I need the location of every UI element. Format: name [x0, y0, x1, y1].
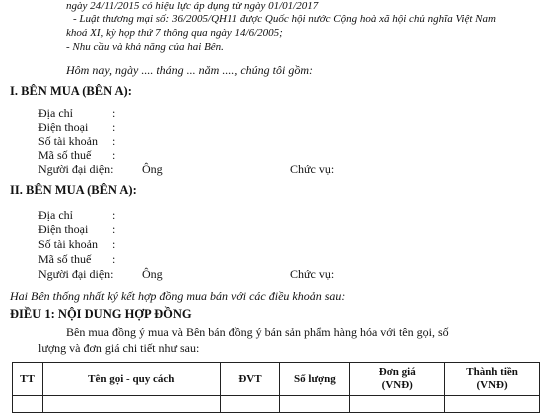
col-header-total — [445, 363, 540, 396]
party-b-phone-label: Điện thoại — [38, 222, 89, 236]
col-header-qty: Số lượng — [280, 363, 350, 396]
table-cell — [350, 396, 445, 413]
table-row — [13, 396, 540, 413]
party-b-tax-label: Mã số thuế — [38, 252, 92, 266]
table-cell — [220, 396, 280, 413]
legal-basis-line-1: ngày 24/11/2015 có hiệu lực áp dụng từ ngày 01/01/2017 — [66, 0, 319, 12]
party-b-rep-label: Người đại diện: — [38, 267, 114, 281]
date-line: Hôm nay, ngày .... tháng ... năm ...., chúng tôi gồm: — [66, 63, 313, 77]
table-cell — [42, 396, 220, 413]
col-header-unit: ĐVT — [220, 363, 280, 396]
col-header-total-line-1: Thành tiền — [466, 366, 518, 379]
table-cell — [280, 396, 350, 413]
party-b-account-colon: : — [112, 237, 116, 251]
party-a-address-label: Địa chỉ — [38, 106, 73, 120]
legal-basis-line-4: - Nhu cầu và khả năng của hai Bên. — [66, 41, 224, 53]
party-a-tax-label: Mã số thuế — [38, 148, 92, 162]
party-b-rep-value: Ông — [142, 267, 163, 281]
legal-basis-line-3: khoá XI, kỳ họp thứ 7 thông qua ngày 14/6/2005; — [66, 27, 283, 39]
party-b-tax-colon: : — [112, 252, 116, 266]
party-a-account-colon: : — [112, 134, 116, 148]
article-1-text-line-2: lượng và đơn giá chi tiết như sau: — [38, 341, 200, 355]
table-cell — [13, 396, 43, 413]
col-header-price-line-2: (VNĐ) — [381, 379, 413, 391]
col-header-price-line-1: Đơn giá — [378, 366, 416, 379]
party-a-phone-label: Điện thoại — [38, 120, 89, 134]
agreement-line: Hai Bên thống nhất ký kết hợp đồng mua bán với các điều khoản sau: — [10, 289, 346, 303]
party-a-phone-colon: : — [112, 120, 116, 134]
party-a-rep-label: Người đại diện: — [38, 162, 114, 176]
article-1-heading: ĐIỀU 1: NỘI DUNG HỢP ĐỒNG — [10, 307, 192, 321]
party-b-account-label: Số tài khoản — [38, 237, 98, 251]
party-b-address-colon: : — [112, 208, 116, 222]
legal-basis-line-2: - Luật thương mại số: 36/2005/QH11 được Quốc hội nước Cộng hoà xã hội chủ nghĩa Việt Nam — [73, 13, 496, 25]
table-header-row — [13, 363, 540, 396]
party-a-address-colon: : — [112, 106, 116, 120]
article-1-text-line-1: Bên mua đồng ý mua và Bên bán đồng ý bán sản phẩm hàng hóa với tên gọi, số — [66, 325, 449, 339]
party-b-position-label: Chức vụ: — [290, 267, 335, 281]
party-b-address-label: Địa chỉ — [38, 208, 73, 222]
party-a-account-label: Số tài khoản — [38, 134, 98, 148]
col-header-name: Tên gọi - quy cách — [42, 363, 220, 396]
col-header-total-line-2: (VNĐ) — [476, 379, 508, 391]
party-a-rep-value: Ông — [142, 162, 163, 176]
party-b-heading: II. BÊN MUA (BÊN A): — [10, 183, 137, 197]
col-header-tt: TT — [13, 363, 43, 396]
table-cell — [445, 396, 540, 413]
party-a-position-label: Chức vụ: — [290, 162, 335, 176]
party-b-phone-colon: : — [112, 222, 116, 236]
party-a-heading: I. BÊN MUA (BÊN A): — [10, 84, 132, 98]
col-header-price — [350, 363, 445, 396]
party-a-tax-colon: : — [112, 148, 116, 162]
items-table — [12, 362, 540, 413]
